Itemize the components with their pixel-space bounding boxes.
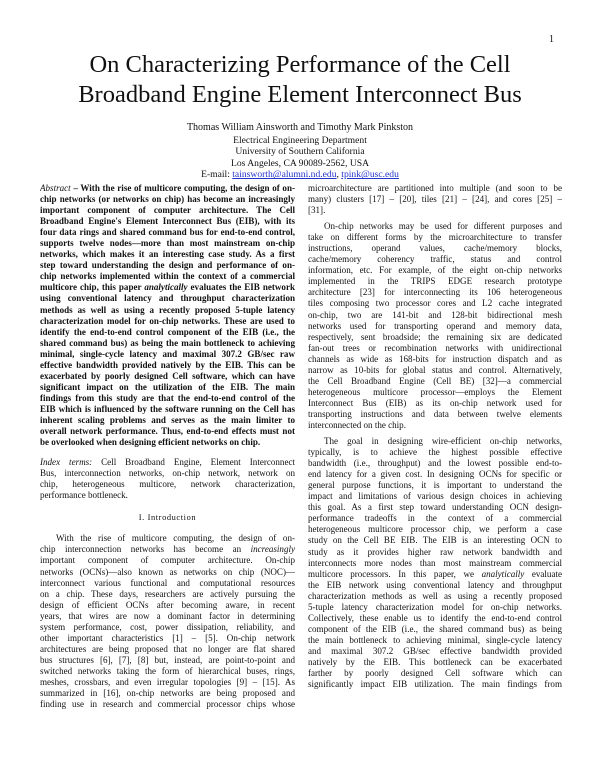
body-line: bandwidth (i.e., throughput) and the lowest possible end-to-: [308, 458, 562, 469]
author-email-line: [60, 169, 540, 181]
abstract-line: minimal, single-cycle latency and maximal 307.2 GB/sec raw: [40, 348, 295, 359]
abstract-line: methods as well as using a recently proposed 5-tuple latency: [40, 304, 295, 315]
body-line: heterogeneous multicore processor—employs the Element: [308, 386, 562, 397]
paragraph-goal: [308, 436, 562, 690]
abstract-line: chip networks (or networks on chip) has become an increasingly: [40, 194, 295, 205]
abstract-line: using conventional latency and throughput characterization: [40, 293, 295, 304]
index-terms-line: Bus, interconnection networks, on-chip network, network on: [40, 468, 295, 479]
body-line: farther by poorly designed Cell software which can: [308, 668, 562, 679]
abstract-line: significant impact on the utilization of the EIB. The main: [40, 381, 295, 392]
body-line: 5-tuple latency characterization model for on-chip networks.: [308, 601, 562, 612]
body-line: component of the EIB (i.e., the shared command bus) as being: [308, 623, 562, 634]
abstract-line: findings from this study are that the end-to-end control of the: [40, 392, 295, 403]
intro-line: With the rise of multicore computing, the design of on-: [56, 533, 295, 544]
intro-line: other important characteristics [1] – [5]. On-chip network: [40, 632, 295, 643]
emphasis: increasingly: [250, 544, 295, 555]
index-terms-label: Index terms:: [40, 457, 93, 468]
email-link-1[interactable]: tainsworth@alumni.nd.edu: [232, 169, 337, 181]
body-line: transporting instructions and data between twelve elements: [308, 408, 562, 419]
email-separator: ,: [336, 169, 342, 181]
index-terms-line: chip, heterogeneous multicore, network characterization,: [40, 479, 295, 490]
body-line: networks used for transporting operand and memory data,: [308, 320, 562, 331]
paragraph-continued: [308, 183, 562, 216]
intro-line: chip interconnection networks has become an increasingly: [40, 544, 295, 555]
body-line: many) clusters [17] – [20], tiles [21] – [24], and cores [25] –: [308, 194, 562, 205]
body-line: and maximal 307.2 GB/sec effective bandwidth provided: [308, 645, 562, 656]
abstract-line: EIB which is influenced by the software running on the Cell has: [40, 403, 295, 414]
abstract-line: step toward understanding the design and performance of on-: [40, 260, 295, 271]
body-line: study on the Cell BE EIB. The EIB is an interesting OCN to: [308, 535, 562, 546]
author-city: Los Angeles, CA 90089-2562, USA: [230, 157, 370, 169]
abstract-line: supports twelve nodes—more than most mainstream on-chip: [40, 238, 295, 249]
body-line: the Cell Broadband Engine (Cell BE) [32]—a commercial: [308, 375, 562, 386]
body-line: interconnected on the chip.: [308, 419, 406, 430]
intro-line: design of efficient OCNs after becoming aware, in recent: [40, 599, 295, 610]
body-line: instructions, operand values, cache/memory blocks,: [308, 243, 562, 254]
body-line: performance tradeoffs in the context of a commercial: [308, 513, 562, 524]
paragraph-ocn-forms: [308, 221, 562, 431]
intro-line: summarized in [16], on-chip networks are being proposed and: [40, 688, 295, 699]
body-line: channels as wide as 168-bits for instruction dispatch and as: [308, 353, 562, 364]
intro-line: interconnect various functional and computational resources: [40, 577, 295, 588]
body-line: interconnects more nodes than most mainstream commercial: [308, 557, 562, 568]
abstract-line: be overlooked when designing efficient networks on chip.: [40, 437, 261, 448]
body-line: cache/memory coherency traffic, status and control: [308, 254, 562, 265]
body-line: take on different forms by the microarchitecture to transfer: [308, 232, 562, 243]
intro-line: system performance, cost, power dissipation, reliability, and: [40, 621, 295, 632]
abstract-label: Abstract: [40, 183, 71, 193]
abstract-line: overall network performance. Thus, end-to-end effects must not: [40, 426, 295, 437]
body-line: implemented in the TRIPS EDGE research prototype: [308, 276, 562, 287]
author-names: Thomas William Ainsworth and Timothy Mark Pinkston: [186, 122, 414, 133]
body-line: multicore processors. In this paper, we analytically evaluate: [308, 568, 562, 579]
abstract-line: chip networks implemented within the context of a commercial: [40, 271, 295, 282]
body-line: on-chip, two are 141-bit and 128-bit bidirectional mesh: [308, 309, 562, 320]
title-line-1: On Characterizing Performance of the Cell: [89, 51, 511, 78]
body-line: the main bottleneck to achieving minimal, single-cycle latency: [308, 634, 562, 645]
intro-line: finding use in research and commercial processor chips whose: [40, 699, 295, 710]
body-line: fan-out trees or recombination networks with unidirectional: [308, 342, 562, 353]
emphasis: analytically: [144, 282, 188, 293]
emphasis: analytically: [481, 568, 525, 579]
abstract-line: identify the end-to-end control component of the EIB (i.e., the: [40, 326, 295, 337]
abstract-line: networks, which makes it an interesting case study. As a first: [40, 249, 295, 260]
index-terms-line: Index terms: Cell Broadband Engine, Element Interconnect: [40, 457, 295, 468]
body-line: general purpose functions, it is important to understand the: [308, 480, 562, 491]
abstract-line: exacerbated by poorly designed Cell software, which can have: [40, 370, 295, 381]
abstract-line: characterization model for on-chip networks. These are used to: [40, 315, 295, 326]
body-line: characterization methods as well as using a recently proposed: [308, 590, 562, 601]
email-link-2[interactable]: tpink@usc.edu: [341, 169, 399, 181]
body-line: natively by the EIB. This bottleneck can be exacerbated: [308, 656, 562, 667]
index-terms: [40, 457, 295, 501]
section-heading-introduction: I. Introduction: [138, 513, 197, 523]
email-label: E-mail:: [201, 169, 233, 181]
body-line: microarchitecture are partitioned into multiple (and soon to be: [308, 183, 562, 193]
abstract-line: effective bandwidth provided natively by the EIB. This can be: [40, 359, 295, 370]
right-column: [308, 183, 562, 690]
body-line: heterogeneous multicore processor chip, we perform a case: [308, 524, 562, 535]
title-line-2: Broadband Engine Element Interconnect Bus: [78, 81, 522, 108]
paper-title: [40, 50, 560, 110]
body-line: the EIB network using conventional latency and throughput: [308, 579, 562, 590]
body-line: narrow as 10-bits for global status and control. Alternatively,: [308, 364, 562, 375]
abstract-line: inherent scaling problems and serves as the main limiter to: [40, 414, 295, 425]
author-university: University of Southern California: [235, 146, 365, 158]
body-line: The goal in designing wire-efficient on-chip networks,: [324, 436, 562, 447]
abstract-line: shared command bus) as being the main bottleneck to achieving: [40, 337, 295, 348]
abstract-line: Abstract – With the rise of multicore computing, the design of on-: [40, 183, 295, 193]
body-line: information, etc. For example, of the eight on-chip networks: [308, 265, 562, 276]
body-line: study as it provides higher raw network bandwidth and: [308, 546, 562, 557]
abstract-line: important component of computer architecture. The Cell: [40, 205, 295, 216]
body-line: typically, is to achieve the highest possible effective: [308, 447, 562, 458]
body-line: [31].: [308, 205, 326, 216]
intro-paragraph: [40, 533, 295, 710]
spacer: [40, 448, 295, 457]
body-line: tiles composing two processor cores and L2 cache integrated: [308, 298, 562, 309]
abstract-line: Broadband Engine's Element Interconnect Bus (EIB), with its: [40, 216, 295, 227]
page-number: 1: [549, 34, 554, 45]
body-line: Interconnect Bus (EIB) as its on-chip network used for: [308, 397, 562, 408]
abstract-line: four data rings and shared command bus for end-to-end control,: [40, 227, 295, 238]
left-column: [40, 183, 295, 710]
intro-line: bus structures [6], [7], [8] but, instead, are point-to-point and: [40, 654, 295, 665]
body-line: architecture [23] for interconnecting its 106 heterogeneous: [308, 287, 562, 298]
body-line: impact and limitations of various design choices in achieving: [308, 491, 562, 502]
intro-line: years, that wires are now a dominant factor in determining: [40, 610, 295, 621]
author-department: Electrical Engineering Department: [233, 134, 367, 146]
body-line: end latency for a given cost. In designing OCNs for specific or: [308, 469, 562, 480]
author-block: [60, 122, 540, 181]
intro-line: architectures are being proposed that no longer are flat shared: [40, 643, 295, 654]
abstract: [40, 183, 295, 448]
intro-line: on a chip. These days, researchers are actively pursuing the: [40, 588, 295, 599]
intro-line: networks (OCNs)—also known as networks on chip (NOC)—: [40, 566, 295, 577]
intro-line: meshes, crossbars, and even irregular topologies [9] – [15]. As: [40, 676, 295, 687]
abstract-line: multicore chip, this paper analytically evaluates the EIB network: [40, 282, 295, 293]
body-line: this goal. As a first step toward understanding OCN design-: [308, 502, 562, 513]
intro-line: switched networks taking the form of hierarchical buses, rings,: [40, 665, 295, 676]
body-line: Collectively, these enable us to identify the end-to-end control: [308, 612, 562, 623]
intro-line: important component of computer architecture. On-chip: [40, 555, 295, 566]
body-line: respectively, sent broadside; the remaining six are dedicated: [308, 331, 562, 342]
index-terms-line: performance bottleneck.: [40, 490, 128, 501]
body-line: On-chip networks may be used for different purposes and: [324, 221, 562, 232]
body-line: significantly impact EIB utilization. The main findings from: [308, 679, 562, 690]
